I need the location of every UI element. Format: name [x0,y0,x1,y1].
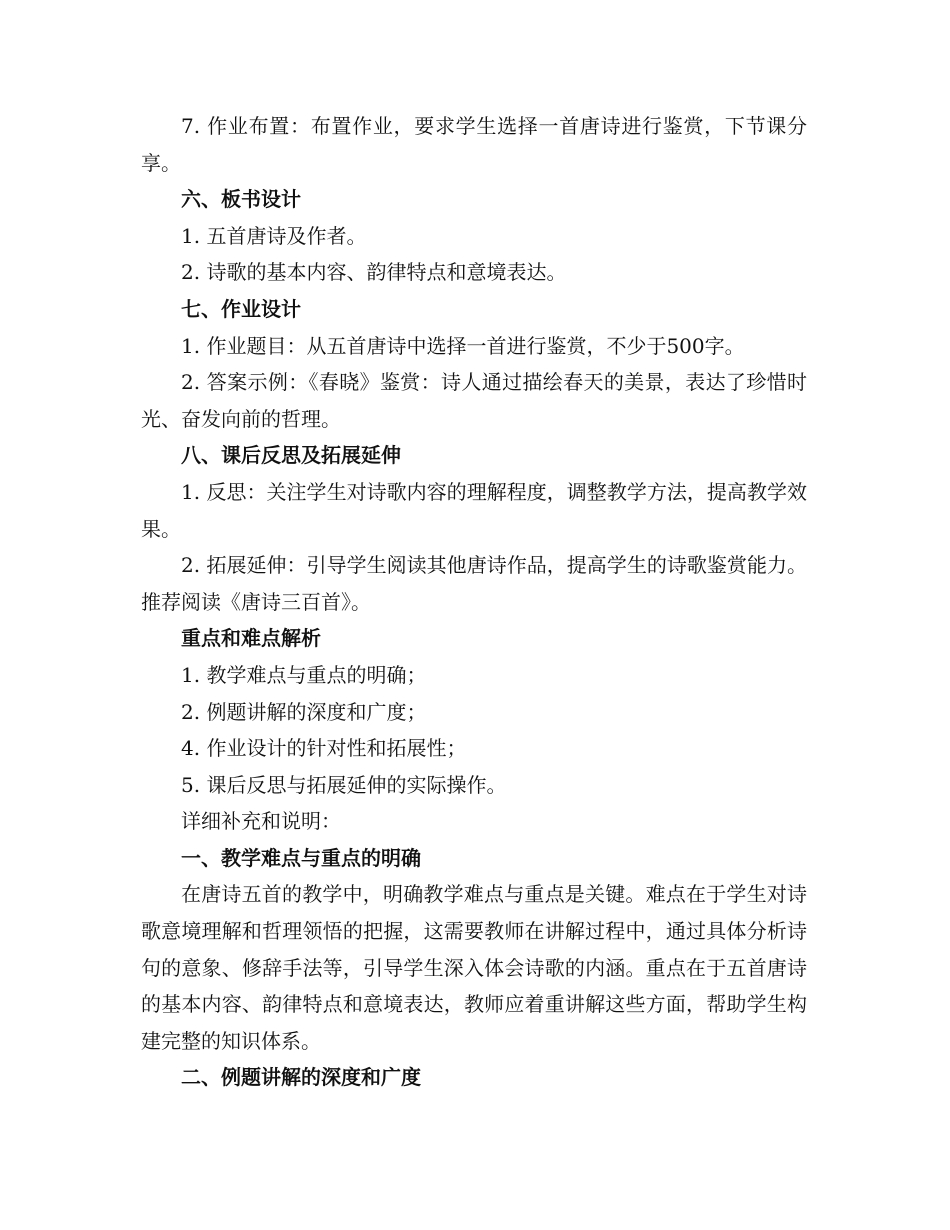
paragraph-homework-assignment: 7. 作业布置：布置作业，要求学生选择一首唐诗进行鉴赏，下节课分享。 [141,114,807,175]
list-item-homework-topic: 1. 作业题目：从五首唐诗中选择一首进行鉴赏，不少于500字。 [181,333,745,358]
paragraph-teaching-focus: 在唐诗五首的教学中，明确教学难点与重点是关键。难点在于学生对诗歌意境理解和哲理领悟的把握，这需要教师在讲解过程中，通过具体分析诗句的意象、修辞手法等，引导学生深入体会诗歌的内涵。重点在于五首唐诗的基本内容、韵律特点和意境表达，教师应着重讲解这些方面，帮助学生构建完整的知识体系。 [141,882,807,1053]
section-heading-key-difficult-points: 重点和难点解析 [181,626,321,651]
list-item-poem-content: 2. 诗歌的基本内容、韵律特点和意境表达。 [181,260,567,285]
list-item-key-points-1: 1. 教学难点与重点的明确； [181,662,427,687]
list-item-key-points-4: 4. 作业设计的针对性和拓展性； [181,736,467,761]
section-heading-homework-design: 七、作业设计 [181,296,301,321]
list-item-answer-example: 2. 答案示例：《春晓》鉴赏：诗人通过描绘春天的美景，表达了珍惜时光、奋发向前的哲理。 [141,370,807,431]
list-item-reflection: 1. 反思：关注学生对诗歌内容的理解程度，调整教学方法，提高教学效果。 [141,479,807,541]
list-item-key-points-2: 2. 例题讲解的深度和广度； [181,699,427,724]
section-heading-teaching-focus: 一、教学难点与重点的明确 [181,845,421,870]
list-item-key-points-5: 5. 课后反思与拓展延伸的实际操作。 [181,772,507,797]
list-item-extension: 2. 拓展延伸：引导学生阅读其他唐诗作品，提高学生的诗歌鉴赏能力。推荐阅读《唐诗三百首》。 [141,553,807,614]
detail-intro-label: 详细补充和说明： [181,809,341,834]
section-heading-example-depth: 二、例题讲解的深度和广度 [181,1065,421,1090]
list-item-poems-authors: 1. 五首唐诗及作者。 [181,223,367,248]
document-body [141,108,807,1096]
section-heading-blackboard-design: 六、板书设计 [181,187,301,212]
section-heading-reflection-extension: 八、课后反思及拓展延伸 [181,443,401,468]
